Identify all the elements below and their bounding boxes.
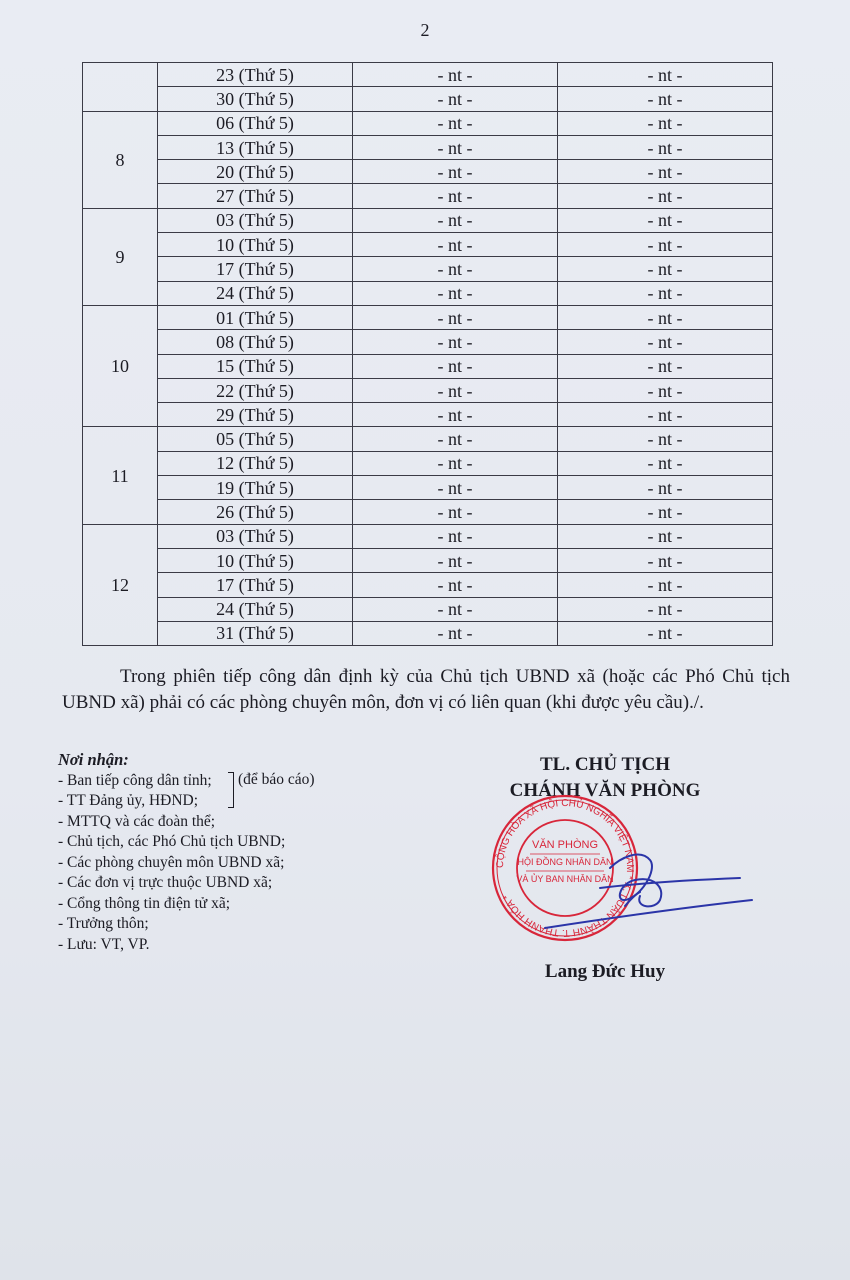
stamp-inner-line-3: VÀ ỦY BAN NHÂN DÂN — [516, 874, 614, 884]
status-cell-a: - nt - — [353, 548, 558, 572]
status-cell-a: - nt - — [353, 160, 558, 184]
date-cell: 17 (Thứ 5) — [158, 573, 353, 597]
recipients-heading: Nơi nhận: — [58, 750, 129, 769]
table-row — [83, 63, 773, 87]
date-cell: 10 (Thứ 5) — [158, 548, 353, 572]
month-cell: 11 — [83, 427, 158, 524]
status-cell-b: - nt - — [558, 63, 773, 87]
table-row — [83, 257, 773, 281]
date-cell: 06 (Thứ 5) — [158, 111, 353, 135]
table-row — [83, 305, 773, 329]
date-cell: 24 (Thứ 5) — [158, 597, 353, 621]
official-stamp — [490, 788, 770, 948]
status-cell-a: - nt - — [353, 281, 558, 305]
status-cell-b: - nt - — [558, 597, 773, 621]
table-row — [83, 573, 773, 597]
date-cell: 31 (Thứ 5) — [158, 621, 353, 645]
date-cell: 24 (Thứ 5) — [158, 281, 353, 305]
status-cell-a: - nt - — [353, 621, 558, 645]
status-cell-a: - nt - — [353, 378, 558, 402]
recipient-item: - MTTQ và các đoàn thể; — [58, 812, 216, 830]
table-row — [83, 87, 773, 111]
page-number: 2 — [420, 20, 430, 40]
status-cell-a: - nt - — [353, 597, 558, 621]
table-row — [83, 281, 773, 305]
table-row — [83, 233, 773, 257]
table-row — [83, 500, 773, 524]
status-cell-b: - nt - — [558, 500, 773, 524]
date-cell: 22 (Thứ 5) — [158, 378, 353, 402]
table-row — [83, 208, 773, 232]
closing-paragraph: Trong phiên tiếp công dân định kỳ của Chủ tịch UBND xã (hoặc các Phó Chủ tịch UBND xã) phải có các phòng chuyên môn, đơn vị có liên quan (khi được yêu cầu)./. — [62, 666, 790, 713]
status-cell-a: - nt - — [353, 403, 558, 427]
recipients-block — [58, 750, 438, 955]
table-row — [83, 597, 773, 621]
status-cell-a: - nt - — [353, 233, 558, 257]
table-row — [83, 403, 773, 427]
signature-title-line2: CHÁNH VĂN PHÒNG — [509, 780, 701, 801]
table-row — [83, 451, 773, 475]
date-cell: 29 (Thứ 5) — [158, 403, 353, 427]
date-cell: 23 (Thứ 5) — [158, 63, 353, 87]
bracket-shape — [228, 772, 234, 808]
status-cell-a: - nt - — [353, 573, 558, 597]
recipient-item: - Ban tiếp công dân tỉnh; — [58, 771, 212, 789]
table-row — [83, 135, 773, 159]
status-cell-a: - nt - — [353, 524, 558, 548]
table-row — [83, 621, 773, 645]
status-cell-b: - nt - — [558, 160, 773, 184]
recipient-item: - Các phòng chuyên môn UBND xã; — [58, 853, 285, 871]
date-cell: 26 (Thứ 5) — [158, 500, 353, 524]
status-cell-b: - nt - — [558, 476, 773, 500]
table-row — [83, 160, 773, 184]
table-row — [83, 476, 773, 500]
status-cell-a: - nt - — [353, 305, 558, 329]
status-cell-a: - nt - — [353, 208, 558, 232]
date-cell: 03 (Thứ 5) — [158, 208, 353, 232]
status-cell-b: - nt - — [558, 208, 773, 232]
table-row — [83, 330, 773, 354]
status-cell-b: - nt - — [558, 233, 773, 257]
date-cell: 19 (Thứ 5) — [158, 476, 353, 500]
recipient-item: - Trưởng thôn; — [58, 915, 149, 932]
status-cell-a: - nt - — [353, 354, 558, 378]
schedule-body — [83, 63, 773, 646]
status-cell-b: - nt - — [558, 427, 773, 451]
status-cell-b: - nt - — [558, 621, 773, 645]
status-cell-b: - nt - — [558, 257, 773, 281]
recipient-item: - Cổng thông tin điện tử xã; — [58, 894, 230, 912]
recipient-item: - Chủ tịch, các Phó Chủ tịch UBND; — [58, 833, 286, 850]
status-cell-a: - nt - — [353, 111, 558, 135]
stamp-inner-line-2: HỘI ĐỒNG NHÂN DÂN — [517, 857, 613, 867]
month-cell: 12 — [83, 524, 158, 645]
status-cell-b: - nt - — [558, 281, 773, 305]
status-cell-b: - nt - — [558, 111, 773, 135]
recipient-item: - TT Đảng ủy, HĐND; — [58, 792, 199, 809]
table-row — [83, 427, 773, 451]
date-cell: 13 (Thứ 5) — [158, 135, 353, 159]
table-row — [83, 548, 773, 572]
month-cell: 10 — [83, 305, 158, 426]
status-cell-b: - nt - — [558, 354, 773, 378]
stamp-ring-text: CỘNG HÒA XÃ HỘI CHỦ NGHĨA VIỆT NAM * X. LUẬN THÀNH T. THANH HÓA * — [494, 797, 636, 939]
status-cell-b: - nt - — [558, 330, 773, 354]
table-row — [83, 111, 773, 135]
status-cell-b: - nt - — [558, 451, 773, 475]
status-cell-b: - nt - — [558, 548, 773, 572]
recipient-item: - Lưu: VT, VP. — [58, 935, 150, 953]
table-row — [83, 378, 773, 402]
bracket-note: (để báo cáo) — [238, 771, 315, 788]
month-cell: 9 — [83, 208, 158, 305]
status-cell-a: - nt - — [353, 476, 558, 500]
month-cell: 8 — [83, 111, 158, 208]
stamp-inner-line-1: VĂN PHÒNG — [531, 839, 599, 851]
status-cell-b: - nt - — [558, 305, 773, 329]
table-row — [83, 524, 773, 548]
stamp-and-signature — [490, 788, 770, 948]
date-cell: 08 (Thứ 5) — [158, 330, 353, 354]
status-cell-a: - nt - — [353, 427, 558, 451]
date-cell: 27 (Thứ 5) — [158, 184, 353, 208]
month-cell — [83, 63, 158, 112]
status-cell-a: - nt - — [353, 500, 558, 524]
status-cell-b: - nt - — [558, 87, 773, 111]
status-cell-a: - nt - — [353, 257, 558, 281]
status-cell-b: - nt - — [558, 403, 773, 427]
date-cell: 05 (Thứ 5) — [158, 427, 353, 451]
date-cell: 30 (Thứ 5) — [158, 87, 353, 111]
date-cell: 12 (Thứ 5) — [158, 451, 353, 475]
status-cell-a: - nt - — [353, 63, 558, 87]
table-row — [83, 184, 773, 208]
report-bracket — [228, 770, 315, 808]
status-cell-a: - nt - — [353, 135, 558, 159]
schedule-table — [82, 62, 773, 646]
status-cell-a: - nt - — [353, 87, 558, 111]
date-cell: 17 (Thứ 5) — [158, 257, 353, 281]
recipient-item: - Các đơn vị trực thuộc UBND xã; — [58, 874, 273, 891]
date-cell: 15 (Thứ 5) — [158, 354, 353, 378]
status-cell-b: - nt - — [558, 184, 773, 208]
date-cell: 03 (Thứ 5) — [158, 524, 353, 548]
date-cell: 10 (Thứ 5) — [158, 233, 353, 257]
status-cell-b: - nt - — [558, 135, 773, 159]
signature-title-line1: TL. CHỦ TỊCH — [539, 754, 671, 775]
status-cell-a: - nt - — [353, 184, 558, 208]
status-cell-a: - nt - — [353, 451, 558, 475]
status-cell-b: - nt - — [558, 573, 773, 597]
table-row — [83, 354, 773, 378]
status-cell-a: - nt - — [353, 330, 558, 354]
date-cell: 20 (Thứ 5) — [158, 160, 353, 184]
signer-name: Lang Đức Huy — [544, 961, 666, 982]
date-cell: 01 (Thứ 5) — [158, 305, 353, 329]
status-cell-b: - nt - — [558, 524, 773, 548]
status-cell-b: - nt - — [558, 378, 773, 402]
